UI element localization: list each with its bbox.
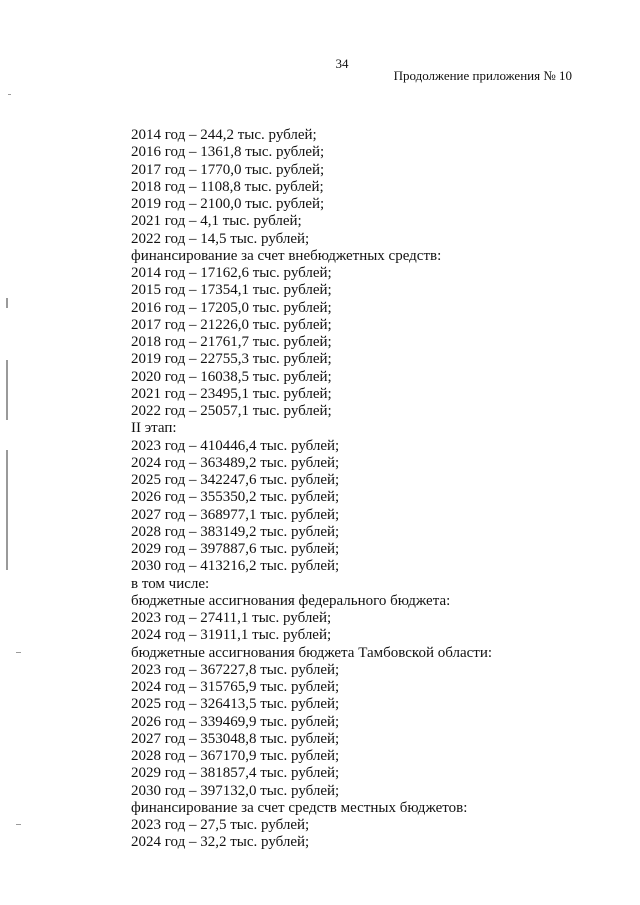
text-line: 2016 год – 17205,0 тыс. рублей; <box>131 299 332 316</box>
text-line: 2030 год – 413216,2 тыс. рублей; <box>131 558 340 575</box>
funding-text-block <box>131 127 601 852</box>
text-line: 2028 год – 367170,9 тыс. рублей; <box>131 748 340 764</box>
scan-artifact <box>6 360 8 420</box>
text-line: 2021 год – 4,1 тыс. рублей; <box>131 213 302 230</box>
text-line: 2027 год – 368977,1 тыс. рублей; <box>131 506 340 523</box>
text-line: 2014 год – 17162,6 тыс. рублей; <box>131 265 332 281</box>
text-line: 2026 год – 355350,2 тыс. рублей; <box>131 489 340 506</box>
text-line: 2025 год – 342247,6 тыс. рублей; <box>131 472 340 488</box>
text-line: 2021 год – 23495,1 тыс. рублей; <box>131 385 332 402</box>
text-line: 2030 год – 397132,0 тыс. рублей; <box>131 782 340 799</box>
text-line: 2023 год – 27411,1 тыс. рублей; <box>131 610 332 626</box>
scan-artifact <box>16 652 21 653</box>
text-line: 2028 год – 383149,2 тыс. рублей; <box>131 523 340 540</box>
text-line: 2022 год – 25057,1 тыс. рублей; <box>131 403 332 419</box>
scan-artifact <box>8 94 11 95</box>
section-heading-federal: бюджетные ассигнования федерального бюджета: <box>131 592 451 609</box>
text-line: 2026 год – 339469,9 тыс. рублей; <box>131 713 340 730</box>
section-heading-regional: бюджетные ассигнования бюджета Тамбовской области: <box>131 644 493 661</box>
text-line: 2017 год – 1770,0 тыс. рублей; <box>131 161 325 178</box>
text-line: 2018 год – 1108,8 тыс. рублей; <box>131 178 324 195</box>
page-number: 34 <box>335 56 349 71</box>
including-label: в том числе: <box>131 575 210 592</box>
text-line: 2025 год – 326413,5 тыс. рублей; <box>131 696 340 713</box>
text-line: 2029 год – 397887,6 тыс. рублей; <box>131 541 340 557</box>
text-line: 2018 год – 21761,7 тыс. рублей; <box>131 334 332 350</box>
text-line: 2022 год – 14,5 тыс. рублей; <box>131 230 310 247</box>
scan-artifact <box>16 824 21 825</box>
text-line: 2023 год – 410446,4 тыс. рублей; <box>131 437 340 454</box>
text-line: 2020 год – 16038,5 тыс. рублей; <box>131 368 332 385</box>
text-line: 2024 год – 31911,1 тыс. рублей; <box>131 627 332 644</box>
text-line: 2029 год – 381857,4 тыс. рублей; <box>131 765 340 782</box>
text-line: 2023 год – 27,5 тыс. рублей; <box>131 817 310 833</box>
text-line: 2014 год – 244,2 тыс. рублей; <box>131 127 317 143</box>
appendix-continuation-note: Продолжение приложения № 10 <box>393 68 572 83</box>
text-line: 2023 год – 367227,8 тыс. рублей; <box>131 661 340 678</box>
section-heading-local: финансирование за счет средств местных бюджетов: <box>131 799 468 816</box>
text-line: 2027 год – 353048,8 тыс. рублей; <box>131 730 340 747</box>
text-line: 2016 год – 1361,8 тыс. рублей; <box>131 144 325 161</box>
text-line: 2024 год – 32,2 тыс. рублей; <box>131 834 310 851</box>
stage-heading: II этап: <box>131 420 177 437</box>
text-line: 2017 год – 21226,0 тыс. рублей; <box>131 316 332 333</box>
scan-artifact <box>6 298 8 308</box>
text-line: 2024 год – 363489,2 тыс. рублей; <box>131 454 340 471</box>
section-heading-extrabudgetary: финансирование за счет внебюджетных средств: <box>131 247 442 264</box>
scan-artifact <box>6 450 8 570</box>
text-line: 2019 год – 2100,0 тыс. рублей; <box>131 196 325 212</box>
text-line: 2015 год – 17354,1 тыс. рублей; <box>131 282 332 299</box>
text-line: 2019 год – 22755,3 тыс. рублей; <box>131 351 332 368</box>
text-line: 2024 год – 315765,9 тыс. рублей; <box>131 679 340 695</box>
